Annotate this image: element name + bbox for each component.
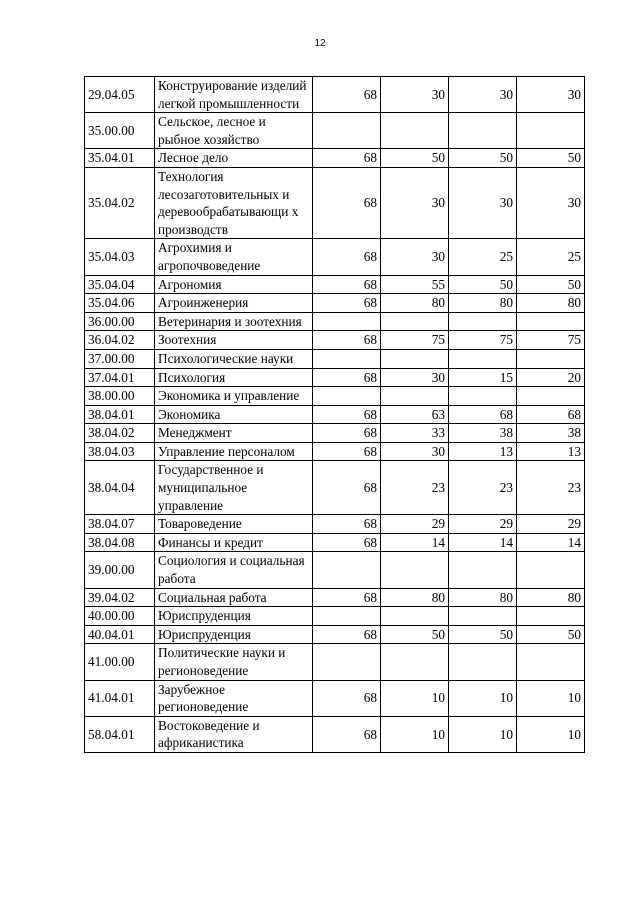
value-cell xyxy=(381,644,449,680)
table-row xyxy=(85,275,585,294)
name-cell: Юриспруденция xyxy=(155,607,313,626)
value-cell: 15 xyxy=(449,368,517,387)
value-cell xyxy=(517,607,585,626)
value-cell: 25 xyxy=(517,239,585,275)
name-cell: Лесное дело xyxy=(155,149,313,168)
value-cell xyxy=(449,312,517,331)
value-cell xyxy=(517,644,585,680)
value-cell: 68 xyxy=(313,275,381,294)
value-cell xyxy=(517,387,585,406)
value-cell: 68 xyxy=(313,368,381,387)
value-cell xyxy=(449,349,517,368)
value-cell: 29 xyxy=(381,515,449,534)
table-row xyxy=(85,405,585,424)
value-cell: 68 xyxy=(313,625,381,644)
code-cell: 38.04.04 xyxy=(85,461,155,515)
value-cell: 30 xyxy=(517,167,585,238)
name-cell: Политические науки и регионоведение xyxy=(155,644,313,680)
value-cell xyxy=(517,552,585,588)
code-cell: 35.04.04 xyxy=(85,275,155,294)
value-cell: 14 xyxy=(517,533,585,552)
code-cell: 38.04.01 xyxy=(85,405,155,424)
name-cell: Технология лесозаготовительных и деревообрабатывающи х производств xyxy=(155,167,313,238)
value-cell: 68 xyxy=(313,424,381,443)
table-row xyxy=(85,149,585,168)
name-cell: Юриспруденция xyxy=(155,625,313,644)
value-cell: 29 xyxy=(449,515,517,534)
name-cell: Востоковедение и африканистика xyxy=(155,716,313,752)
value-cell: 68 xyxy=(313,149,381,168)
value-cell: 68 xyxy=(313,405,381,424)
value-cell: 29 xyxy=(517,515,585,534)
value-cell: 30 xyxy=(381,442,449,461)
code-cell: 39.04.02 xyxy=(85,588,155,607)
value-cell: 68 xyxy=(313,239,381,275)
table-row xyxy=(85,515,585,534)
value-cell xyxy=(313,113,381,149)
table-row xyxy=(85,424,585,443)
code-cell: 35.04.03 xyxy=(85,239,155,275)
name-cell: Товароведение xyxy=(155,515,313,534)
value-cell: 80 xyxy=(517,294,585,313)
value-cell xyxy=(313,312,381,331)
table-row xyxy=(85,588,585,607)
name-cell: Экономика xyxy=(155,405,313,424)
value-cell: 68 xyxy=(313,716,381,752)
name-cell: Конструирование изделий легкой промышленности xyxy=(155,77,313,113)
value-cell xyxy=(517,113,585,149)
value-cell: 23 xyxy=(517,461,585,515)
table-row xyxy=(85,167,585,238)
value-cell: 38 xyxy=(517,424,585,443)
code-cell: 35.04.02 xyxy=(85,167,155,238)
value-cell: 10 xyxy=(381,716,449,752)
code-cell: 35.04.01 xyxy=(85,149,155,168)
value-cell: 30 xyxy=(381,368,449,387)
value-cell: 30 xyxy=(517,77,585,113)
code-cell: 38.04.02 xyxy=(85,424,155,443)
name-cell: Ветеринария и зоотехния xyxy=(155,312,313,331)
value-cell: 30 xyxy=(381,77,449,113)
value-cell: 68 xyxy=(449,405,517,424)
code-cell: 36.00.00 xyxy=(85,312,155,331)
value-cell: 30 xyxy=(449,77,517,113)
value-cell: 68 xyxy=(313,442,381,461)
name-cell: Социология и социальная работа xyxy=(155,552,313,588)
code-cell: 36.04.02 xyxy=(85,331,155,350)
value-cell xyxy=(313,349,381,368)
value-cell: 23 xyxy=(381,461,449,515)
value-cell xyxy=(313,552,381,588)
value-cell: 23 xyxy=(449,461,517,515)
code-cell: 41.04.01 xyxy=(85,680,155,716)
value-cell xyxy=(517,349,585,368)
value-cell: 68 xyxy=(313,331,381,350)
value-cell xyxy=(313,644,381,680)
value-cell: 30 xyxy=(381,167,449,238)
table-row xyxy=(85,716,585,752)
name-cell: Финансы и кредит xyxy=(155,533,313,552)
table-row xyxy=(85,607,585,626)
specialties-table xyxy=(84,76,585,753)
value-cell: 68 xyxy=(313,77,381,113)
value-cell xyxy=(449,644,517,680)
value-cell: 80 xyxy=(449,588,517,607)
value-cell: 10 xyxy=(449,716,517,752)
table-row xyxy=(85,77,585,113)
value-cell: 75 xyxy=(517,331,585,350)
value-cell: 55 xyxy=(381,275,449,294)
table-row xyxy=(85,387,585,406)
name-cell: Зарубежное регионоведение xyxy=(155,680,313,716)
code-cell: 37.00.00 xyxy=(85,349,155,368)
value-cell: 10 xyxy=(517,716,585,752)
table-row xyxy=(85,368,585,387)
value-cell: 68 xyxy=(517,405,585,424)
value-cell xyxy=(381,552,449,588)
value-cell xyxy=(381,387,449,406)
value-cell: 50 xyxy=(517,625,585,644)
value-cell xyxy=(449,113,517,149)
value-cell: 30 xyxy=(381,239,449,275)
value-cell xyxy=(381,312,449,331)
value-cell xyxy=(313,607,381,626)
value-cell: 38 xyxy=(449,424,517,443)
value-cell: 68 xyxy=(313,167,381,238)
value-cell: 50 xyxy=(449,625,517,644)
code-cell: 40.00.00 xyxy=(85,607,155,626)
value-cell: 68 xyxy=(313,515,381,534)
name-cell: Зоотехния xyxy=(155,331,313,350)
value-cell: 68 xyxy=(313,533,381,552)
table-row xyxy=(85,533,585,552)
value-cell: 10 xyxy=(517,680,585,716)
value-cell: 80 xyxy=(381,294,449,313)
name-cell: Сельское, лесное и рыбное хозяйство xyxy=(155,113,313,149)
name-cell: Управление персоналом xyxy=(155,442,313,461)
value-cell: 50 xyxy=(517,275,585,294)
code-cell: 38.04.07 xyxy=(85,515,155,534)
name-cell: Агрономия xyxy=(155,275,313,294)
table-row xyxy=(85,680,585,716)
name-cell: Государственное и муниципальное управление xyxy=(155,461,313,515)
value-cell: 20 xyxy=(517,368,585,387)
value-cell: 50 xyxy=(449,149,517,168)
name-cell: Менеджмент xyxy=(155,424,313,443)
table-row xyxy=(85,552,585,588)
page-number: 12 xyxy=(314,38,326,49)
table-row xyxy=(85,294,585,313)
table-row xyxy=(85,349,585,368)
code-cell: 39.00.00 xyxy=(85,552,155,588)
value-cell xyxy=(517,312,585,331)
table-row xyxy=(85,331,585,350)
table-row xyxy=(85,625,585,644)
value-cell: 10 xyxy=(449,680,517,716)
code-cell: 40.04.01 xyxy=(85,625,155,644)
table-row xyxy=(85,113,585,149)
table-row xyxy=(85,312,585,331)
value-cell: 14 xyxy=(381,533,449,552)
value-cell: 63 xyxy=(381,405,449,424)
code-cell: 29.04.05 xyxy=(85,77,155,113)
value-cell: 68 xyxy=(313,461,381,515)
value-cell: 13 xyxy=(517,442,585,461)
code-cell: 58.04.01 xyxy=(85,716,155,752)
value-cell xyxy=(313,387,381,406)
value-cell: 13 xyxy=(449,442,517,461)
table-row xyxy=(85,239,585,275)
value-cell: 80 xyxy=(381,588,449,607)
value-cell xyxy=(381,349,449,368)
name-cell: Агрохимия и агропочвоведение xyxy=(155,239,313,275)
code-cell: 38.04.03 xyxy=(85,442,155,461)
value-cell: 75 xyxy=(449,331,517,350)
value-cell: 10 xyxy=(381,680,449,716)
value-cell: 50 xyxy=(517,149,585,168)
value-cell: 50 xyxy=(381,625,449,644)
value-cell: 68 xyxy=(313,294,381,313)
value-cell: 25 xyxy=(449,239,517,275)
name-cell: Психологические науки xyxy=(155,349,313,368)
code-cell: 37.04.01 xyxy=(85,368,155,387)
name-cell: Экономика и управление xyxy=(155,387,313,406)
value-cell: 50 xyxy=(381,149,449,168)
code-cell: 35.00.00 xyxy=(85,113,155,149)
value-cell xyxy=(381,607,449,626)
code-cell: 38.00.00 xyxy=(85,387,155,406)
value-cell: 14 xyxy=(449,533,517,552)
code-cell: 35.04.06 xyxy=(85,294,155,313)
value-cell xyxy=(449,387,517,406)
value-cell: 75 xyxy=(381,331,449,350)
value-cell xyxy=(449,552,517,588)
table-row xyxy=(85,644,585,680)
table-row xyxy=(85,442,585,461)
value-cell: 68 xyxy=(313,680,381,716)
code-cell: 41.00.00 xyxy=(85,644,155,680)
name-cell: Социальная работа xyxy=(155,588,313,607)
value-cell: 50 xyxy=(449,275,517,294)
value-cell xyxy=(449,607,517,626)
table-row xyxy=(85,461,585,515)
value-cell: 68 xyxy=(313,588,381,607)
value-cell xyxy=(381,113,449,149)
value-cell: 80 xyxy=(517,588,585,607)
name-cell: Агроинженерия xyxy=(155,294,313,313)
name-cell: Психология xyxy=(155,368,313,387)
value-cell: 30 xyxy=(449,167,517,238)
code-cell: 38.04.08 xyxy=(85,533,155,552)
value-cell: 33 xyxy=(381,424,449,443)
value-cell: 80 xyxy=(449,294,517,313)
